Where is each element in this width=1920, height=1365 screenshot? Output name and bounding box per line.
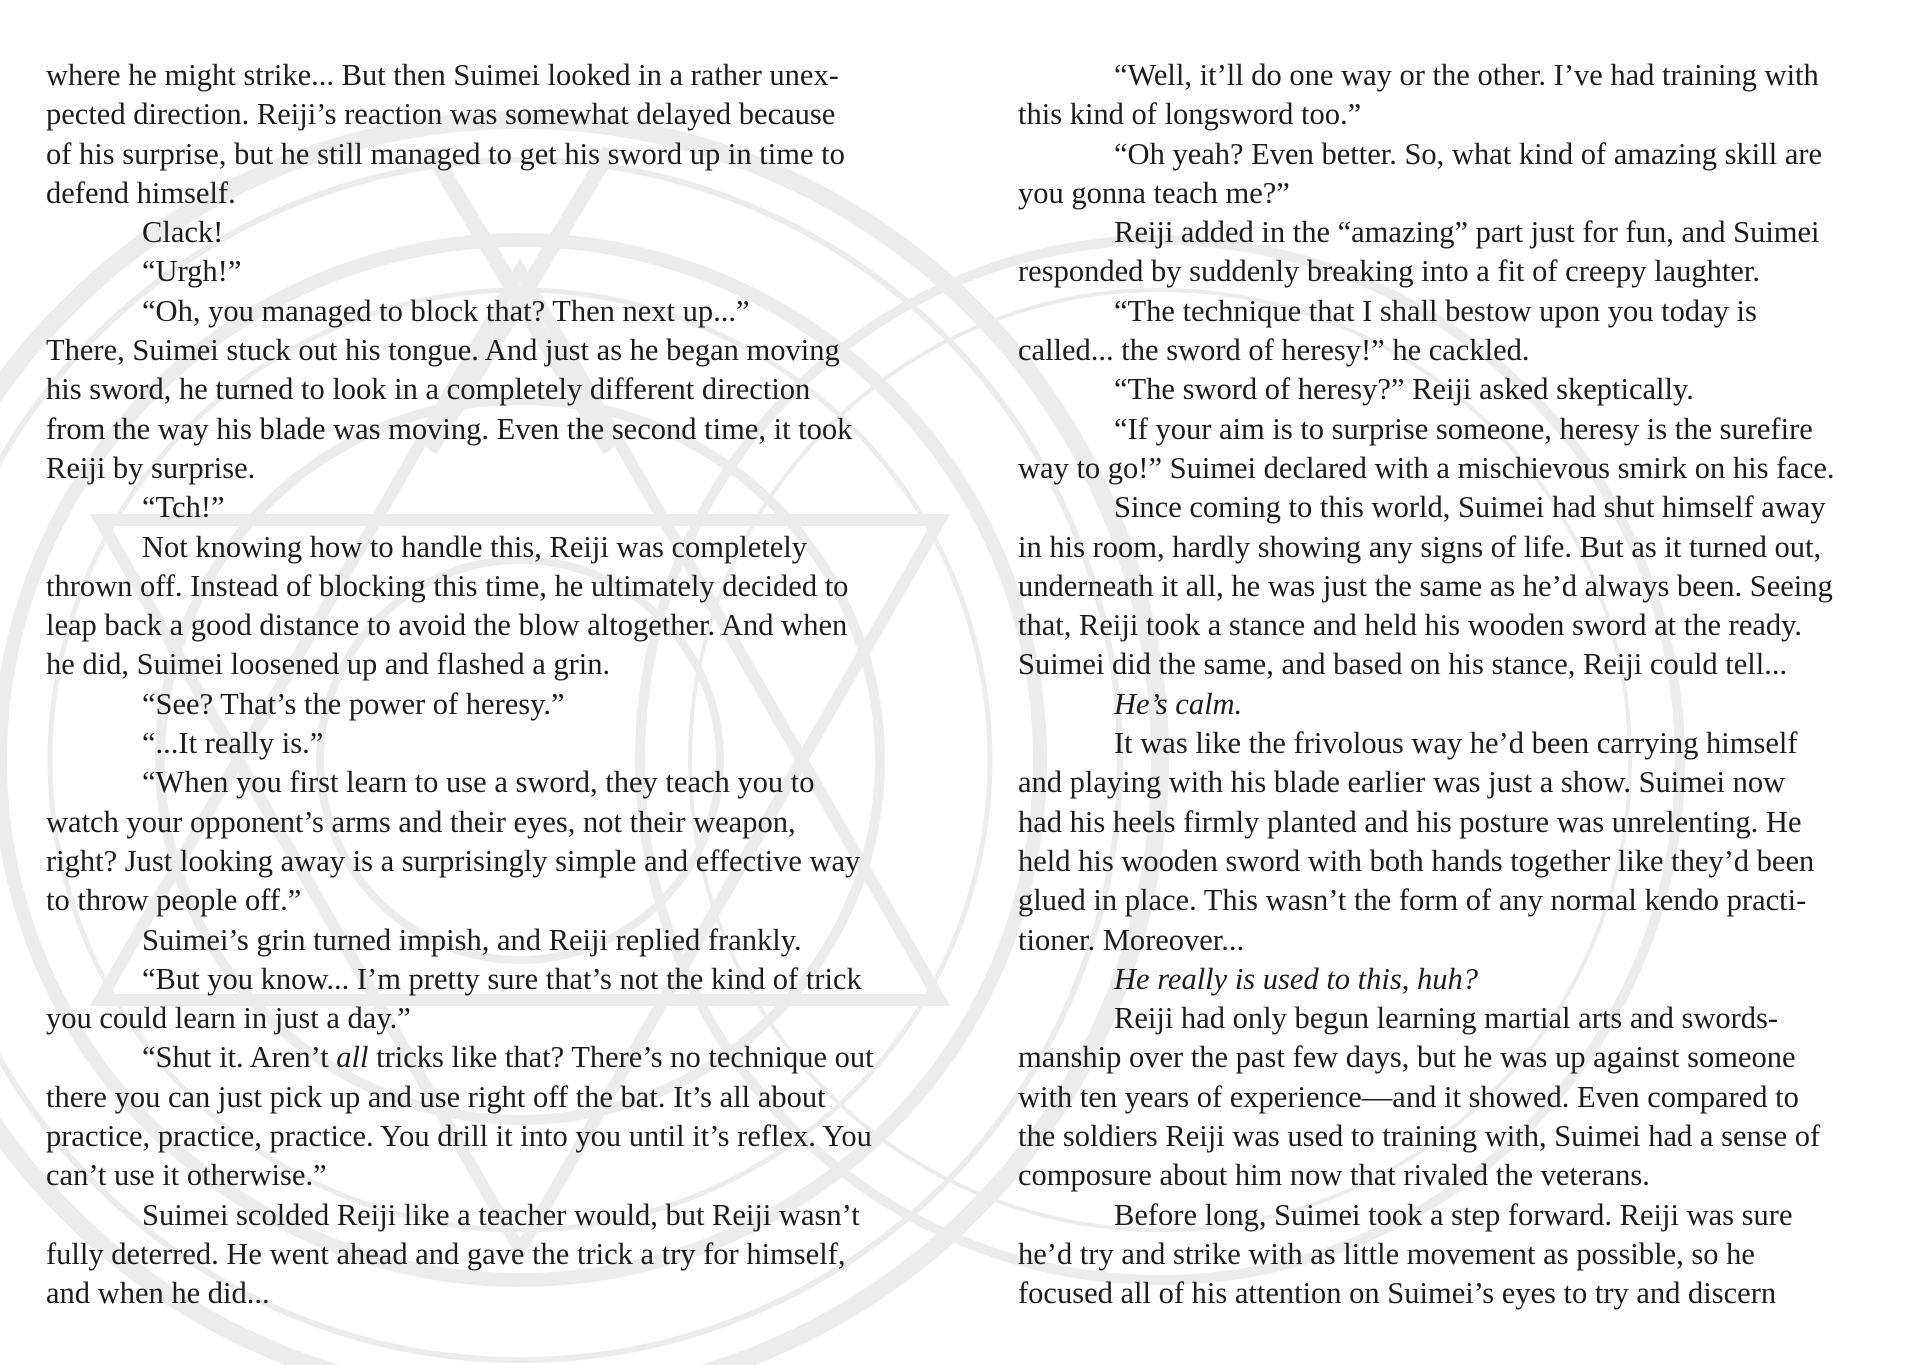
text-line: manship over the past few days, but he was up against someone (1018, 1040, 1796, 1075)
text-line: to throw people off.” (46, 883, 302, 918)
text-run: tricks like that? There’s no technique out (368, 1040, 874, 1075)
text-line (1018, 960, 1888, 999)
italic-emphasis: all (336, 1040, 369, 1075)
text-line: and when he did... (46, 1276, 270, 1311)
text-line: underneath it all, he was just the same as he’d always been. Seeing (1018, 568, 1833, 603)
text-line: called... the sword of heresy!” he cackled. (1018, 333, 1530, 368)
text-line: There, Suimei stuck out his tongue. And just as he began moving (46, 333, 840, 368)
text-line: watch your opponent’s arms and their eyes, not their weapon, (46, 804, 796, 839)
text-line: there you can just pick up and use right off the bat. It’s all about (46, 1079, 826, 1114)
text-line: pected direction. Reiji’s reaction was somewhat delayed because (46, 97, 836, 132)
text-line: from the way his blade was moving. Even the second time, it took (46, 411, 853, 446)
text-line: way to go!” Suimei declared with a mischievous smirk on his face. (1018, 450, 1835, 485)
text-line: thrown off. Instead of blocking this time, he ultimately decided to (46, 568, 849, 603)
text-line: Reiji had only begun learning martial arts and swords- (1114, 1001, 1779, 1036)
text-line: can’t use it otherwise.” (46, 1158, 327, 1193)
text-line: Since coming to this world, Suimei had shut himself away (1114, 490, 1826, 525)
text-line: right? Just looking away is a surprisingly simple and effective way (46, 843, 861, 878)
text-line: “The technique that I shall bestow upon you today is (1114, 293, 1757, 328)
text-line: of his surprise, but he still managed to get his sword up in time to (46, 136, 845, 171)
text-line: focused all of his attention on Suimei’s eyes to try and discern (1018, 1276, 1777, 1311)
text-line: Reiji by surprise. (46, 450, 256, 485)
text-line: leap back a good distance to avoid the blow altogether. And when (46, 608, 848, 643)
text-line: Reiji added in the “amazing” part just for fun, and Suimei (1114, 215, 1820, 250)
text-line: Suimei’s grin turned impish, and Reiji replied frankly. (142, 922, 802, 957)
text-line: “If your aim is to surprise someone, heresy is the surefire (1114, 411, 1813, 446)
text-line: held his wooden sword with both hands together like they’d been (1018, 843, 1815, 878)
text-line: he did, Suimei loosened up and flashed a grin. (46, 647, 611, 682)
italic-emphasis: He’s calm. (1114, 686, 1243, 721)
text-line: with ten years of experience—and it showed. Even compared to (1018, 1079, 1799, 1114)
text-line: the soldiers Reiji was used to training with, Suimei had a sense of (1018, 1119, 1821, 1154)
text-line: you could learn in just a day.” (46, 1001, 411, 1036)
text-line: “Tch!” (142, 490, 225, 525)
text-line: Before long, Suimei took a step forward. Reiji was sure (1114, 1197, 1793, 1232)
text-line: tioner. Moreover... (1018, 922, 1245, 957)
text-line: practice, practice, practice. You drill it into you until it’s reflex. You (46, 1119, 872, 1154)
left-page-column (46, 56, 926, 1314)
text-line: this kind of longsword too.” (1018, 97, 1362, 132)
text-run: “Shut it. Aren’t (142, 1040, 337, 1075)
text-line: responded by suddenly breaking into a fit of creepy laughter. (1018, 254, 1760, 289)
text-line: fully deterred. He went ahead and gave the trick a try for himself, (46, 1236, 846, 1271)
text-line: glued in place. This wasn’t the form of any normal kendo practi- (1018, 883, 1807, 918)
text-line: “Urgh!” (142, 254, 242, 289)
text-line: “The sword of heresy?” Reiji asked skeptically. (1114, 372, 1694, 407)
text-line: his sword, he turned to look in a completely different direction (46, 372, 811, 407)
text-line: “...It really is.” (142, 726, 324, 761)
text-line: Suimei scolded Reiji like a teacher would, but Reiji wasn’t (142, 1197, 860, 1232)
text-line: Suimei did the same, and based on his stance, Reiji could tell... (1018, 647, 1788, 682)
text-line (1018, 685, 1888, 724)
text-line: and playing with his blade earlier was just a show. Suimei now (1018, 765, 1786, 800)
text-line: “See? That’s the power of heresy.” (142, 686, 565, 721)
text-line: Clack! (142, 215, 224, 250)
text-line: “Oh yeah? Even better. So, what kind of amazing skill are (1114, 136, 1823, 171)
text-line: composure about him now that rivaled the veterans. (1018, 1158, 1650, 1193)
text-line: It was like the frivolous way he’d been carrying himself (1114, 726, 1798, 761)
text-line: in his room, hardly showing any signs of life. But as it turned out, (1018, 529, 1822, 564)
text-line: had his heels firmly planted and his posture was unrelenting. He (1018, 804, 1802, 839)
text-line: Not knowing how to handle this, Reiji was completely (142, 529, 807, 564)
text-line: “Well, it’ll do one way or the other. I’ve had training with (1114, 58, 1819, 92)
text-line: where he might strike... But then Suimei looked in a rather unex- (46, 58, 839, 92)
text-line: “Oh, you managed to block that? Then next up...” (142, 293, 750, 328)
text-line (46, 1038, 926, 1077)
italic-emphasis: He really is used to this, huh? (1114, 961, 1478, 996)
right-page-column (1018, 56, 1888, 1314)
text-line: defend himself. (46, 175, 236, 210)
text-line: that, Reiji took a stance and held his wooden sword at the ready. (1018, 608, 1803, 643)
text-line: he’d try and strike with as little movement as possible, so he (1018, 1236, 1755, 1271)
text-line: you gonna teach me?” (1018, 175, 1290, 210)
text-line: “When you first learn to use a sword, they teach you to (142, 765, 815, 800)
text-line: “But you know... I’m pretty sure that’s not the kind of trick (142, 961, 862, 996)
